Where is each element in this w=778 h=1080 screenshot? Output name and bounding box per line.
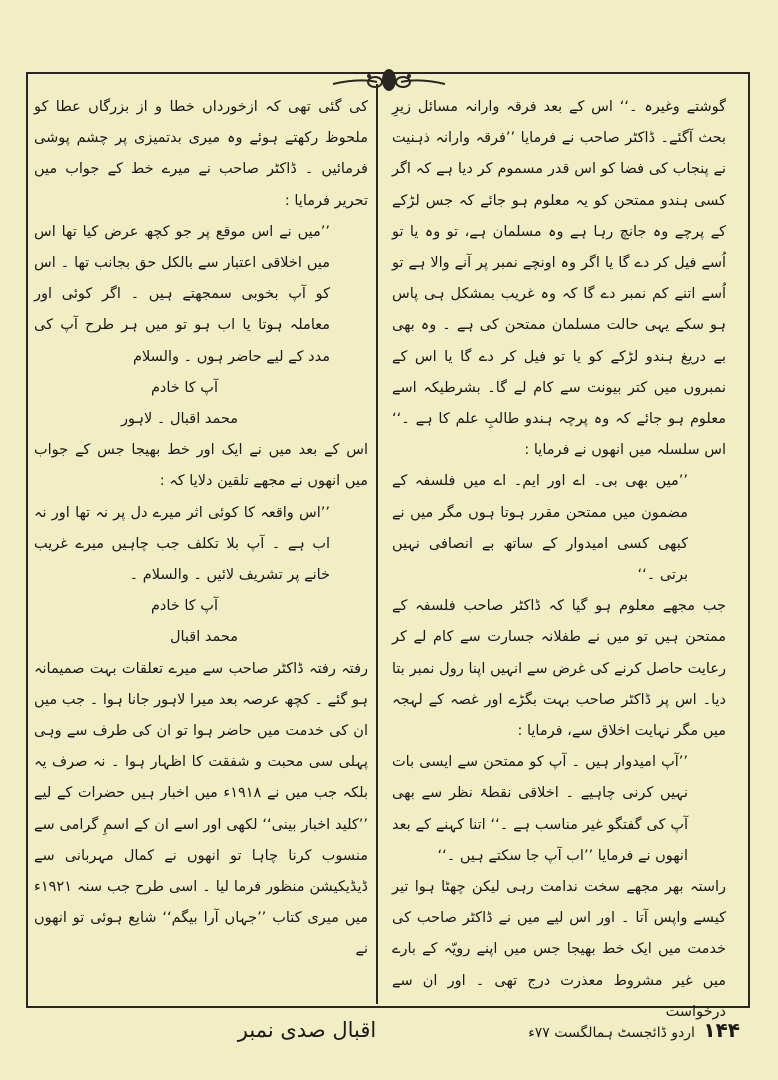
left-text-column xyxy=(34,92,368,998)
letter-quote: ’’اس واقعہ کا کوئی اثر میرے دل پر نہ تھا اور نہ اب ہے ۔ آپ بلا تکلف جب چاہیں میرے غریب خانے پر تشریف لائیں ۔ والسلام ۔ xyxy=(34,504,330,584)
paragraph: اس کے بعد میں نے ایک اور خط بھیجا جس کے جواب میں انھوں نے مجھے تلقین دلایا کہ : xyxy=(34,442,368,490)
paragraph: راستہ بھر مجھے سخت ندامت رہی لیکن چھٹا ہوا تیر کیسے واپس آتا ۔ اور اس لیے میں نے ڈاکٹر صاحب کی خدمت میں ایک خط بھیجا جس میں اپنے رویّہ کے بارے میں غیر مشروط معذرت درج تھی ۔ اور ان سے درخواست xyxy=(392,879,726,1020)
letter-signature-name: محمد اقبال xyxy=(169,629,238,646)
letter-signature-name: محمد اقبال ۔ لاہور xyxy=(121,411,238,428)
quote-paragraph: ’’آپ امیدوار ہیں ۔ آپ کو ممتحن سے ایسی بات نہیں کرنی چاہیے ۔ اخلاقی نقطۂ نظر سے بھی آپ کی گفتگو غیر مناسب ہے ۔‘‘ اتنا کہنے کے بعد انھوں نے فرمایا ’’اب آپ جا سکتے ہیں ۔‘‘ xyxy=(392,754,688,864)
letter-signature: آپ کا خادم xyxy=(150,598,218,615)
page-number: ۱۴۴ xyxy=(703,1018,740,1042)
floral-ornament-icon xyxy=(329,62,449,94)
paragraph: جب مجھے معلوم ہو گیا کہ ڈاکٹر صاحب فلسفہ کے ممتحن ہیں تو میں نے طفلانہ جسارت سے کام لے کر رعایت حاصل کرنے کی غرض سے انہیں اپنا رول نمبر بتا دیا۔ اس پر ڈاکٹر صاحب بہت بگڑے اور غصہ کے لہجہ میں مگر نہایت اخلاق سے، فرمایا : xyxy=(392,598,726,740)
paragraph: کی گئی تھی کہ ازخورداں خطا و از بزرگاں عطا کو ملحوظ رکھتے ہوئے وہ میری بدتمیزی پر چشم پوشی فرمائیں ۔ ڈاکٹر صاحب نے میرے خط کے جواب میں تحریر فرمایا : xyxy=(34,99,368,209)
paragraph: رفتہ رفتہ ڈاکٹر صاحب سے میرے تعلقات بہت صمیمانہ ہو گئے ۔ کچھ عرصہ بعد میرا لاہور جانا ہوا ۔ جب میں ان کی خدمت میں حاضر ہوا تو ان کی طرف سے وہی پہلی سی محبت و شفقت کا اظہار ہوا ۔ نہ صرف یہ بلکہ جب میں نے ۱۹۱۸ء میں اخبار ہیں حضرات کے لیے ’’کلید اخبار بینی‘‘ لکھی اور اسے ان کے اسمِ گرامی سے منسوب کرنا چاہا تو انھوں نے کمال مہربانی سے ڈیڈیکیشن منظور فرما لیا ۔ اسی طرح جب سنہ ۱۹۲۱ء میں میری کتاب ’’جہاں آرا بیگم‘‘ شایع ہوئی تو انھوں نے xyxy=(34,660,368,958)
paragraph: گوشتے وغیرہ ۔‘‘ اس کے بعد فرقہ وارانہ مسائل زیرِ بحث آگئے۔ ڈاکٹر صاحب نے فرمایا ’’فرقہ وارانہ ذہنیت نے پنجاب کی فضا کو اس قدر مسموم کر دیا ہے کہ اگر کسی ہندو ممتحن کو یہ معلوم ہو جائے کہ جس لڑکے کے پرچے وہ جانچ رہا ہے وہ مسلمان ہے، تو وہ یا تو اُسے فیل کر دے گا یا اگر وہ اونچے نمبر پر آنے والا ہے تو اُسے اتنے کم نمبر دے گا کہ وہ غریب بمشکل ہی پاس ہو سکے یہی حالت مسلمان ممتحن کی ہے ۔ وہ بھی بے دریغ ہندو لڑکے کو یا تو فیل کر دے گا یا اس کے نمبروں میں کتر بیونت سے کام لے گا۔ بشرطیکہ اسے معلوم ہو جائے کہ وہ پرچہ ہندو طالبِ علم کا ہے ۔‘‘ اس سلسلہ میں انھوں نے فرمایا : xyxy=(392,99,726,459)
column-divider xyxy=(376,84,378,1004)
special-issue-title: اقبال صدی نمبر xyxy=(237,1018,377,1042)
quote-paragraph: ’’میں بھی بی۔ اے اور ایم۔ اے میں فلسفہ کے مضمون میں ممتحن مقرر ہوتا ہوں مگر میں نے کبھی کسی امیدوار کے ساتھ بے انصافی نہیں برتی ۔‘‘ xyxy=(392,473,688,584)
letter-signature: آپ کا خادم xyxy=(150,379,218,396)
page-footer xyxy=(520,1014,740,1046)
magazine-name: اردو ڈائجسٹ ہمالگست ۷۷ء xyxy=(528,1025,695,1041)
right-text-column xyxy=(392,92,726,1020)
letter-quote: ’’میں نے اس موقع پر جو کچھ عرض کیا تھا اس میں اخلاقی اعتبار سے بالکل حق بجانب تھا ۔ اس کو آپ بخوبی سمجھتے ہیں ۔ اگر کوئی اور معاملہ ہوتا یا اب ہو تو میں ہر طرح آپ کی مدد کے لیے حاضر ہوں ۔ والسلام xyxy=(34,223,330,365)
